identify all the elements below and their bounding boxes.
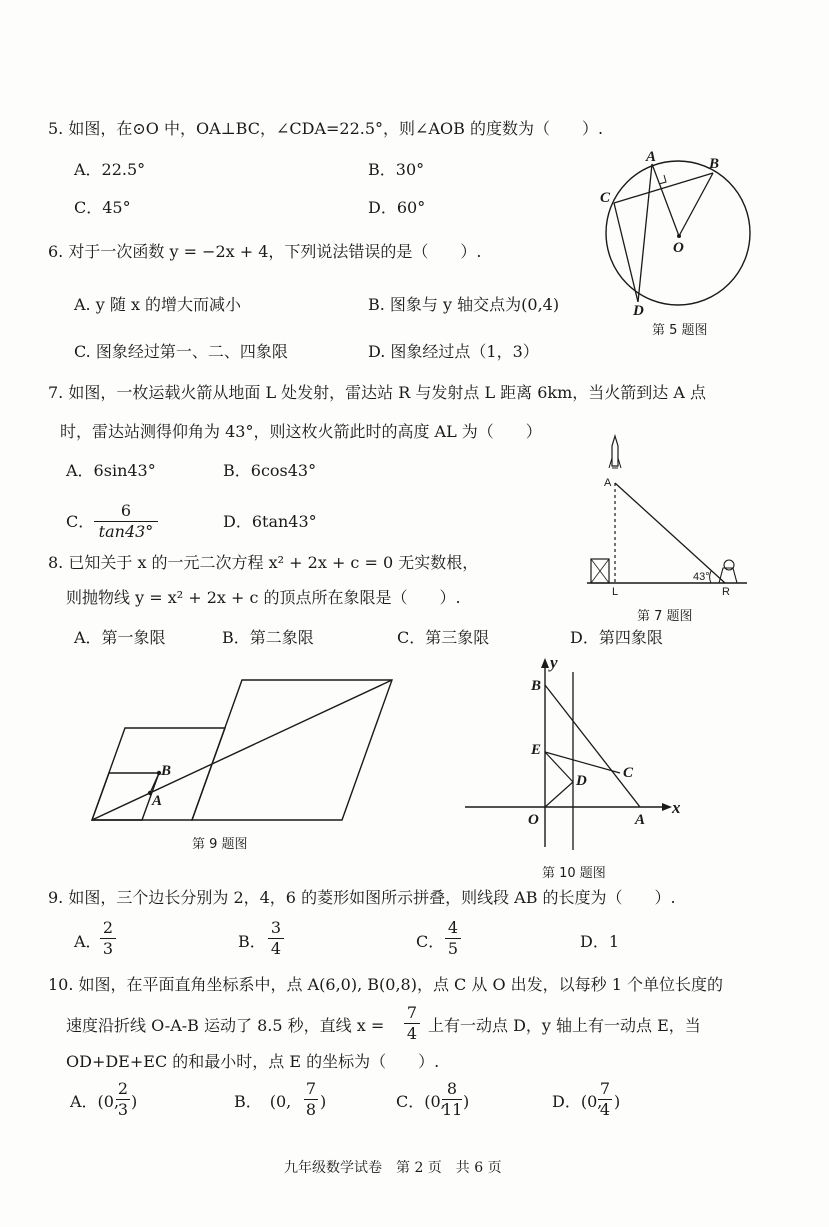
segment-ob [679,173,713,236]
x-axis-arrow [662,803,672,811]
q6-stem: 6. 对于一次函数 y = −2x + 4，下列说法错误的是（ ）. [48,242,482,261]
figure-9-rhombuses [80,672,405,827]
label-o: O [673,240,684,256]
angle-arc [710,571,711,583]
q5-option-c: C．45° [74,198,131,217]
q7-option-b: B．6cos43° [223,461,317,480]
q9-stem: 9. 如图，三个边长分别为 2，4，6 的菱形如图所示拼叠，则线段 AB 的长度为（ ）. [48,888,676,907]
segment-ec [545,752,620,773]
q10-option-b-fraction [304,1080,318,1119]
right-angle-mark [659,175,666,184]
q9-option-a: A． [74,932,102,951]
figure-5-circle [595,148,765,318]
q10-option-d: D．(0, [552,1092,603,1111]
label-e: E [531,742,542,758]
label-o: O [528,812,539,828]
q7-option-c-fraction [94,502,158,541]
label-c: C [600,190,611,206]
q5-option-b: B．30° [368,160,425,179]
q10-option-a-close: ) [131,1092,138,1111]
label-a: A [646,149,657,165]
q6-option-a: A. y 随 x 的增大而减小 [74,295,242,314]
segment-ba [545,685,640,807]
q6-option-d: D. 图象经过点（1，3） [368,342,539,361]
denominator: 5 [447,939,459,958]
q10-option-c: C．(0, [396,1092,446,1111]
segment-ao [652,164,679,236]
center-dot [677,234,681,238]
q10-option-b-close: ) [320,1092,327,1111]
numerator: 3 [270,918,282,937]
q9-option-a-fraction [100,919,116,958]
figure-7-rocket [585,428,755,603]
figure-7-caption: 第 7 题图 [637,609,693,624]
q9-option-c: C． [416,932,445,951]
label-l: L [612,586,619,598]
label-b: B [531,678,542,694]
figure-10-coordinate-plane [460,652,690,852]
label-d: D [633,303,644,318]
numerator: 2 [102,918,114,937]
label-y: y [550,653,558,672]
q10-option-c-close: ) [463,1092,470,1111]
label-a: A [152,793,163,809]
q10-line-fraction [404,1004,420,1043]
q8-stem-line2: 则抛物线 y = x² + 2x + c 的顶点所在象限是（ ）. [66,588,461,607]
diagonal-line [92,680,392,820]
q7-option-c-prefix: C． [66,512,95,531]
small-rhombus [92,773,159,820]
q9-option-b: B． [238,932,266,951]
figure-10-caption: 第 10 题图 [542,866,606,881]
label-r: R [722,586,730,598]
q10-option-b: B． (0, [234,1092,292,1111]
chord-cb [614,173,713,203]
numerator: 2 [117,1079,129,1098]
line-ar [615,483,725,583]
figure-9-caption: 第 9 题图 [192,837,248,852]
label-c: C [623,765,634,781]
large-rhombus [192,680,392,820]
chord-da [638,164,652,302]
q8-option-b: B．第二象限 [222,628,314,647]
q7-stem-line2: 时，雷达站测得仰角为 43°，则这枚火箭此时的高度 AL 为（ ） [60,422,542,441]
numerator: 4 [447,918,459,937]
denominator: 8 [305,1100,317,1119]
q7-stem-line1: 7. 如图，一枚运载火箭从地面 L 处发射，雷达站 R 与发射点 L 距离 6km，当火箭到达 A 点 [48,383,707,402]
denominator: 11 [442,1100,463,1119]
page-footer: 九年级数学试卷 第 2 页 共 6 页 [284,1160,502,1176]
q7-option-d: D．6tan43° [223,512,317,531]
rocket-icon [609,436,621,468]
label-x: x [672,798,681,817]
q10-stem-line2-a: 速度沿折线 O-A-B 运动了 8.5 秒，直线 x = [66,1016,385,1035]
label-a: A [635,812,646,828]
q8-option-a: A．第一象限 [74,628,166,647]
q9-option-d: D．1 [580,932,620,951]
q10-option-c-fraction [442,1080,462,1119]
q6-option-b: B. 图象与 y 轴交点为(0,4) [368,295,560,314]
label-b: B [709,156,720,172]
label-a: A [604,477,612,489]
q8-stem-line1: 8. 已知关于 x 的一元二次方程 x² + 2x + c = 0 无实数根， [48,553,479,572]
q10-stem-line2-b: 上有一动点 D，y 轴上有一动点 E，当 [428,1016,701,1035]
label-d: D [576,773,587,789]
segment-od [545,782,573,807]
denominator: 3 [102,939,114,958]
denominator: 4 [599,1100,611,1119]
q8-option-c: C．第三象限 [397,628,490,647]
chord-cd [614,203,638,302]
q5-stem: 5. 如图，在⊙O 中，OA⊥BC，∠CDA=22.5°，则∠AOB 的度数为（ ）. [48,119,604,138]
denominator: 3 [117,1100,129,1119]
q8-option-d: D．第四象限 [570,628,663,647]
numerator: 7 [599,1079,611,1098]
q7-c-denominator: tan43° [98,522,154,541]
q9-option-b-fraction [268,919,284,958]
q5-option-d: D．60° [368,198,426,217]
q10-option-d-close: ) [614,1092,621,1111]
q6-option-c: C. 图象经过第一、二、四象限 [74,342,288,361]
numerator: 7 [305,1079,317,1098]
q7-c-numerator: 6 [120,501,132,520]
q10-option-a-fraction [116,1080,130,1119]
q10-option-d-fraction [598,1080,612,1119]
q7-option-a: A．6sin43° [66,461,156,480]
q9-option-c-fraction [445,919,461,958]
label-angle: 43° [693,571,710,583]
q10-stem-line1: 10. 如图，在平面直角坐标系中，点 A(6,0), B(0,8)，点 C 从 O 出发，以每秒 1 个单位长度的 [48,975,724,994]
figure-5-caption: 第 5 题图 [652,323,708,338]
q10-option-a: A．(0, [70,1092,120,1111]
denominator: 4 [270,939,282,958]
denominator: 4 [406,1024,418,1043]
y-axis-arrow [541,658,549,668]
numerator: 7 [406,1003,418,1022]
label-b: B [161,763,172,779]
q10-stem-line3: OD+DE+EC 的和最小时，点 E 的坐标为（ ）. [66,1052,440,1071]
numerator: 8 [446,1079,458,1098]
q5-option-a: A．22.5° [74,160,146,179]
